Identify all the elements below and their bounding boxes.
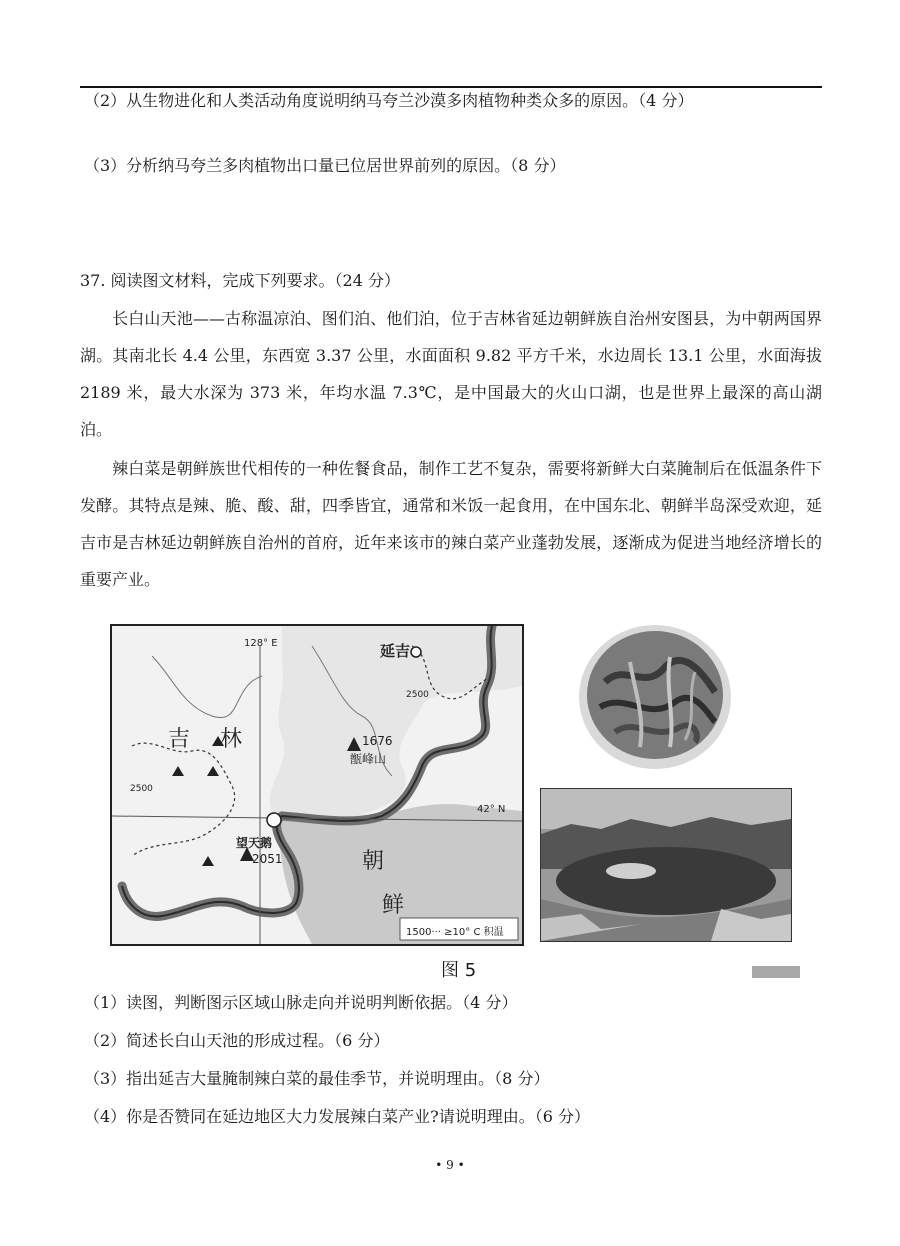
- region-korea-2: 鲜: [382, 893, 405, 918]
- sub-question-4: （4）你是否赞同在延边地区大力发展辣白菜产业?请说明理由。（6 分）: [84, 1107, 591, 1126]
- longitude-label: 128° E: [244, 638, 278, 649]
- top-rule: [80, 86, 822, 88]
- region-jilin-2: 林: [220, 727, 243, 752]
- material-paragraph-1-text: 长白山天池——古称温凉泊、图们泊、他们泊，位于吉林省延边朝鲜族自治州安图县，为中朝两国界湖。其南北长 4.4 公里，东西宽 3.37 公里，水面面积 9.82 平方千米，水边周长 13.1 公里，水面海拔 2189 米，最大水深为 373 米，年均水温 7.3℃，是中国最大的火山口湖，也是世界上最深的高山湖泊。: [80, 309, 822, 439]
- peak1-elevation: 1676: [362, 734, 393, 748]
- question-2-prev: （2）从生物进化和人类活动角度说明纳马夸兰沙漠多肉植物种类众多的原因。（4 分）: [84, 91, 694, 110]
- material-paragraph-2-text: 辣白菜是朝鲜族世代相传的一种佐餐食品，制作工艺不复杂，需要将新鲜大白菜腌制后在低温条件下发酵。其特点是辣、脆、酸、甜，四季皆宜，通常和米饭一起食用，在中国东北、朝鲜半岛深受欢迎，延吉市是吉林延边朝鲜族自治州的首府，近年来该市的辣白菜产业蓬勃发展，逐渐成为促进当地经济增长的重要产业。: [80, 459, 822, 589]
- kimchi-photo: [575, 622, 735, 772]
- question-3-prev: （3）分析纳马夸兰多肉植物出口量已位居世界前列的原因。（8 分）: [84, 156, 566, 175]
- material-paragraph-1: [80, 300, 822, 448]
- figure-caption: 图 5: [441, 960, 477, 981]
- map-legend-text: 1500··· ≥10° C 积温: [406, 927, 504, 938]
- city-yanji-label: 延吉: [380, 642, 411, 660]
- yanji-city-icon: [411, 647, 421, 657]
- map-figure: [110, 624, 524, 946]
- map-drawing: [112, 626, 522, 944]
- question-37-header: 37. 阅读图文材料，完成下列要求。（24 分）: [80, 271, 400, 290]
- latitude-label: 42° N: [477, 804, 506, 815]
- peak1-name: 甑峰山: [350, 752, 387, 766]
- isoline-label-west: 2500: [130, 784, 153, 794]
- region-korea-1: 朝: [362, 849, 385, 874]
- scan-mark: [752, 966, 800, 978]
- tianchi-lake-icon: [267, 813, 281, 827]
- sub-question-3: （3）指出延吉大量腌制辣白菜的最佳季节，并说明理由。（8 分）: [84, 1069, 550, 1088]
- sub-question-2: （2）简述长白山天池的形成过程。（6 分）: [84, 1031, 390, 1050]
- page-number: • 9 •: [435, 1158, 465, 1172]
- tianchi-lake-photo: [540, 788, 792, 942]
- material-paragraph-2: [80, 450, 822, 598]
- sub-question-1: （1）读图，判断图示区域山脉走向并说明判断依据。（4 分）: [84, 993, 518, 1012]
- region-jilin-1: 吉: [168, 727, 191, 752]
- isoline-label-east: 2500: [406, 690, 429, 700]
- peak2-elevation: 2051: [252, 852, 283, 866]
- peak2-name: 望天鹅: [236, 836, 273, 850]
